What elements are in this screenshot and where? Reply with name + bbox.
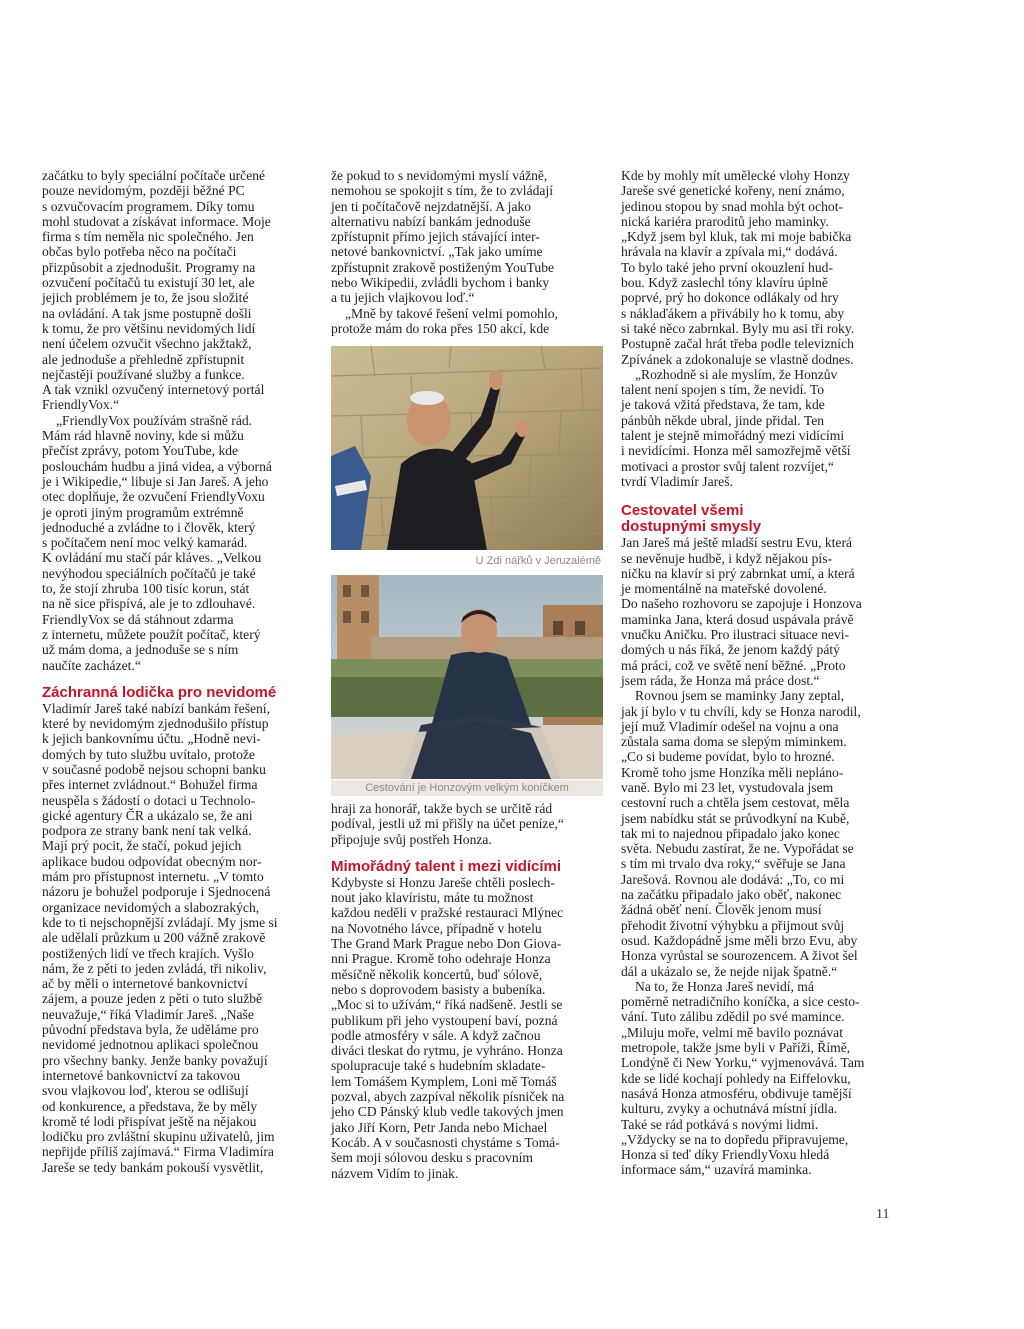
section-heading: Mimořádný talent i mezi vidícími [331, 857, 562, 875]
article-column-2-continued [331, 801, 599, 1181]
photo-travel-rome [331, 575, 603, 779]
paragraph: Jan Jareš má ještě mladší sestru Evu, která se nevěnuje hudbě, i když nějakou pís- ničku na klavír si prý zabrnkat umí, a která je momentálně na mateřské dovolené. Do našeho rozhovoru se zapojuje i Honzova maminka Jana, která dosud uspávala právě vnučku Aničku. Pro ilustraci situace nevi- domých u nás říká, že jenom každý pátý má práci, což ve světě není běžné. „Proto jsem ráda, že Honza má práce dost.“ [621, 535, 862, 688]
paragraph: Rovnou jsem se maminky Jany zeptal, jak jí bylo v tu chvíli, kdy se Honza narodil, její muž Vladimír odešel na vojnu a ona zůstala sama doma se slepým miminkem. „Co si budeme povídat, bylo to hrozné. Kromě toho jsme Honzíka měli neplánо- vaně. Bylo mi 23 let, vystudovala jsem cestovní ruch a chtěla jsem cestovat, měla jsem nabídku stát se průvodkyní na Kubě, tak mi to najednou připadalo jako konec světa. Nebudu zastírat, že ne. Vypořádat se s tím mi trvalo dva roky,“ svěřuje se Jana Jarešová. Rovnou ale dodává: „To, co mi na začátku připadalo jako oběť, nakonec žádná oběť není. Člověk jenom musí přehodit životní výhybku a přijmout svůj osud. Každopádně jsme měli brzo Evu, aby Honza vyrůstal se sourozencem. A život šel dál a ukázalo se, že nejde nijak špatně.“ [621, 688, 861, 979]
paragraph: že pokud to s nevidomými myslí vážně, nemohou se spokojit s tím, že to zvládají jen ti počítačově nejzdatnější. A jako alternativu nabízí bankám jednoduše zpřístupnit přímo jejich stávající inter- netové bankovnictví. „Tak jako umíme zpřístupnit zrakově postiženým YouTube nebo Wikipedii, zvládli bychom i banky a tu jejich vlajkovou loď.“ [331, 168, 555, 306]
paragraph: „Rozhodně si ale myslím, že Honzův talent není spojen s tím, že nevidí. To je taková vžitá představa, že tam, kde pánbůh někde ubral, jinde přidal. Ten talent je stejně mimořádný mezi vidícími i nevidícími. Honza měl samozřejmě větší motivaci a prostor svůj talent rozvíjet,“ tvrdí Vladimír Jareš. [621, 366, 851, 489]
article-column-1 [42, 168, 310, 1175]
section-heading: Záchranná lodička pro nevidomé [42, 683, 277, 701]
photo-wailing-wall [331, 346, 603, 550]
paragraph: začátku to byly speciální počítače určené pouze nevidomým, později běžné PC s ozvučovacím programem. Díky tomu mohl studovat a získávat informace. Moje firma s tím neměla nic společného. Jen občas bylo potřeba něco na počítači přizpůsobit a zjednodušit. Programy na ozvučení počítačů tu existují 30 let, ale jejich problémem je to, že jsou složité na ovládání. A tak jsme postupně došli k tomu, že pro většinu nevidomých lidí není účelem ozvučit všechno jakžtakž, ale jednoduše a přehledně zpřístupnit nejčastěji používané služby a funkce. A tak vznikl ozvučený internetový portál FriendlyVox.“ [42, 168, 271, 413]
paragraph: „Mně by takové řešení velmi pomohlo, protože mám do roka přes 150 akcí, kde [331, 305, 558, 336]
paragraph: Kde by mohly mít umělecké vlohy Honzy Jareše své genetické kořeny, není známo, jedinou stopou by snad mohla být ochot- nická kariéra praroditů jeho maminky. „Když jsem byl kluk, tak mi moje babička hrávala na klavír a zpívala mi,“ dodává. To bylo také jeho první okouzlení hud- bou. Když zaslechl tóny klavíru úplně poprvé, prý ho dokonce odlákaly od hry s náklaďákem a přivábily ho k tomu, aby si také něco zabrnkal. Byly mu asi tři roky. Postupně začal hrát třeba podle televizních Zpívánek a zdokonaluje se vlastně dodnes. [621, 168, 855, 367]
article-column-2 [331, 168, 599, 336]
paragraph: hraji za honorář, takže bych se určitě rád podíval, jestli už mi přišly na účet peníze,“ připojuje svůj postřeh Honza. [331, 801, 564, 847]
paragraph: Na to, že Honza Jareš nevidí, má poměrně netradičního koníčka, a sice cesto- vání. Tuto zálibu zdědil po své mamince. „Miluju moře, velmi mě bavilo poznávat metropole, takže jsme byli v Paříži, Římě, Londýně či New Yorku,“ vyjmenovává. Tam kde se lidé kochají pohledy na Eiffelovku, nasává Honza atmosféru, obdivuje tamější kulturu, zvyky a ochutnává místní jídla. Také se rád potkává s novými lidmi. „Vždycky se na to dopředu připravujeme, Honza si teď díky FriendlyVoxu hledá informace sám,“ uzavírá maminka. [621, 978, 865, 1178]
page-number: 11 [876, 1207, 890, 1222]
photo-caption: Cestování je Honzovým velkým koníčkem [331, 780, 603, 796]
article-column-3 [621, 168, 889, 1178]
photo-caption: U Zdi nářků v Jeruzalémě [475, 555, 601, 567]
paragraph: Vladimír Jareš také nabízí bankám řešení, které by nevidomým zjednodušilo přístup k jejich bankovnímu účtu. „Hodně nevi- domých by tuto službu uvítalo, protože v současné podobě nejsou schopni banku přes internet zvládnout.“ Bohužel firma neuspěla s žádostí o dotaci u Technolo- gické agentury ČR a ukázalo se, že ani podpora ze strany bank není tak velká. Mají prý pocit, že stačí, pokud jejich aplikace budou odpovídat obecným nor- mám pro přístupnost internetu. „V tomto názoru je bohužel podporuje i Sjednocená organizace nevidomých a slabozrakých, kde to ti nejschopnější zvládají. My jsme si ale udělali průzkum u 200 vážně zrakově postižených lidí ve třech krajích. Vyšlo nám, že z pěti to jeden zvládá, tři nikoliv, ač by měli o internetové bankovnictví zájem, a pouze jeden z pěti o tuto službě neuvažuje,“ říká Vladimír Jareš. „Naše původní představa byla, že uděláme pro nevidomé jednotnou aplikaci společnou pro všechny banky. Jenže banky považují internetové bankovnictví za takovou svou vlajkovou loď, kterou se odlišují od konkurence, a představa, že by měly kromě té lodi přispívat ještě na nějakou lodičku pro zvláštní skupinu uživatelů, jim nepřijde příliš zajímavá.“ Firma Vladimíra Jareše se tedy bankám pokouší vysvětlit, [42, 700, 278, 1175]
paragraph: „FriendlyVox používám strašně rád. Mám rád hlavně noviny, kde si můžu přečíst zprávy, potom YouTube, kde poslouchám hudbu a jiná videa, a výborná je i Wikipedie,“ libuje si Jan Jareš. A jeho otec doplňuje, že ozvučení FriendlyVoxu je oproti jiným programům extrémně jednoduché a zvládne to i člověk, který s počítačem není moc velký kamarád. K ovládání mu stačí pár kláves. „Velkou nevýhodou speciálních počítačů je také to, že stojí zhruba 100 tisíc korun, stát na ně sice přispívá, ale je to zdlouhavé. FriendlyVox se dá stáhnout zdarma z internetu, můžete použít počítač, který už mám doma, a jednoduše se s ním naučíte zacházet.“ [42, 412, 272, 673]
paragraph: Kdybyste si Honzu Jareše chtěli poslech- nout jako klavíristu, máte tu možnost každou neděli v pražské restauraci Mlýnec na Novotného lávce, případně v hotelu The Grand Mark Prague nebo Don Giova- nni Prague. Kromě toho odehraje Honza měsíčně několik koncertů, buď sólově, nebo s doprovodem basisty a bubeníka. „Moc si to užívám,“ říká nadšeně. Jestli se publikum při jeho vystoupení baví, pozná podle atmosféry v sále. A když začnou diváci tleskat do rytmu, je vyhráno. Honza spolupracuje také s hudebním skladate- lem Tomášem Kymplem, Loni mě Tomáš pozval, abych zazpíval několik písniček na jeho CD Pánský klub vedle takových jmen jako Jiří Korn, Petr Janda nebo Michael Kocáb. A v současnosti chystáme s Tomá- šem moji sólovou desku s pracovním názvem Vidím to jinak. [331, 874, 565, 1181]
section-heading: Cestovatel všemi dostupnými smysly [621, 502, 762, 536]
